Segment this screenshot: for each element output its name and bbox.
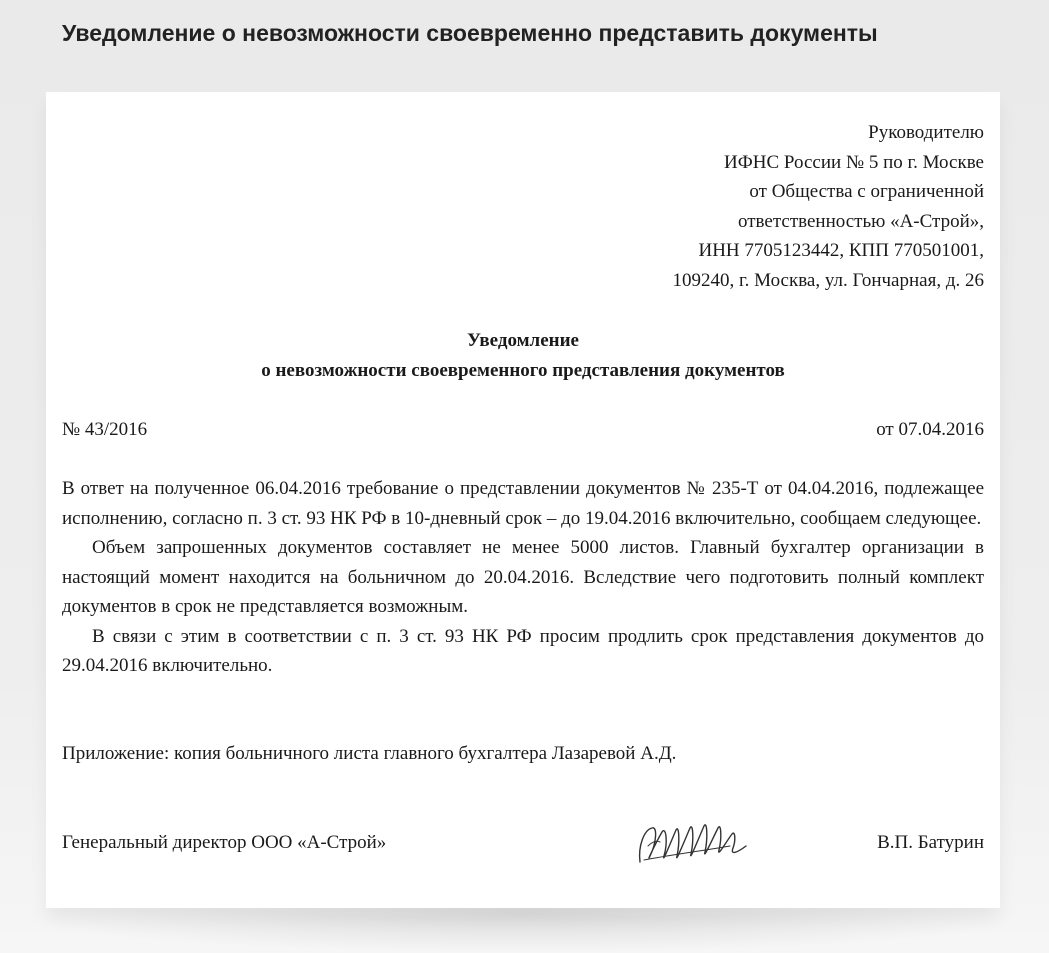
addressee-line: ИФНС России № 5 по г. Москве — [724, 151, 984, 173]
document-title-line: Уведомление — [467, 330, 579, 351]
document-body — [62, 474, 984, 681]
signatory-title: Генеральный директор ООО «А-Строй» — [62, 832, 387, 853]
paper-shadow — [20, 905, 1029, 953]
body-paragraph: Объем запрошенных документов составляет не менее 5000 листов. Главный бухгалтер организации в настоящий момент находится на больничном до 20.04.2016. Вследствие чего подготовить полный комплект документов в срок не представляется возможным. — [62, 537, 984, 617]
addressee-line: ИНН 7705123442, КПП 770501001, — [698, 240, 984, 261]
document-number: № 43/2016 — [62, 419, 148, 440]
addressee-line: 109240, г. Москва, ул. Гончарная, д. 26 — [672, 269, 984, 291]
document-title — [46, 326, 1000, 386]
document-subtitle-line: о невозможности своевременного представления документов — [261, 360, 785, 381]
body-paragraph: В связи с этим в соответствии с п. 3 ст. 93 НК РФ просим продлить срок представления документов до 29.04.2016 включительно. — [62, 625, 984, 676]
addressee-block — [673, 118, 985, 295]
attachment-note: Приложение: копия больничного листа главного бухгалтера Лазаревой А.Д. — [62, 743, 677, 764]
body-paragraph: В ответ на полученное 06.04.2016 требование о представлении документов № 235-Т от 04.04.2016, подлежащее исполнению, согласно п. 3 ст. 93 НК РФ в 10-дневный срок – до 19.04.2016 включительно, сообщаем следующее. — [62, 478, 984, 529]
document-number-date-row — [62, 415, 984, 445]
document-date: от 07.04.2016 — [876, 419, 984, 440]
addressee-line: Руководителю — [868, 122, 984, 143]
document-sheet — [46, 92, 1000, 908]
handwritten-signature — [634, 816, 754, 872]
signatory-name: В.П. Батурин — [877, 832, 984, 853]
signature-row — [62, 828, 984, 858]
page-title: Уведомление о невозможности своевременно представить документы — [62, 20, 878, 46]
addressee-line: от Общества с ограниченной — [749, 181, 984, 202]
addressee-line: ответственностью «А-Строй», — [738, 210, 984, 232]
